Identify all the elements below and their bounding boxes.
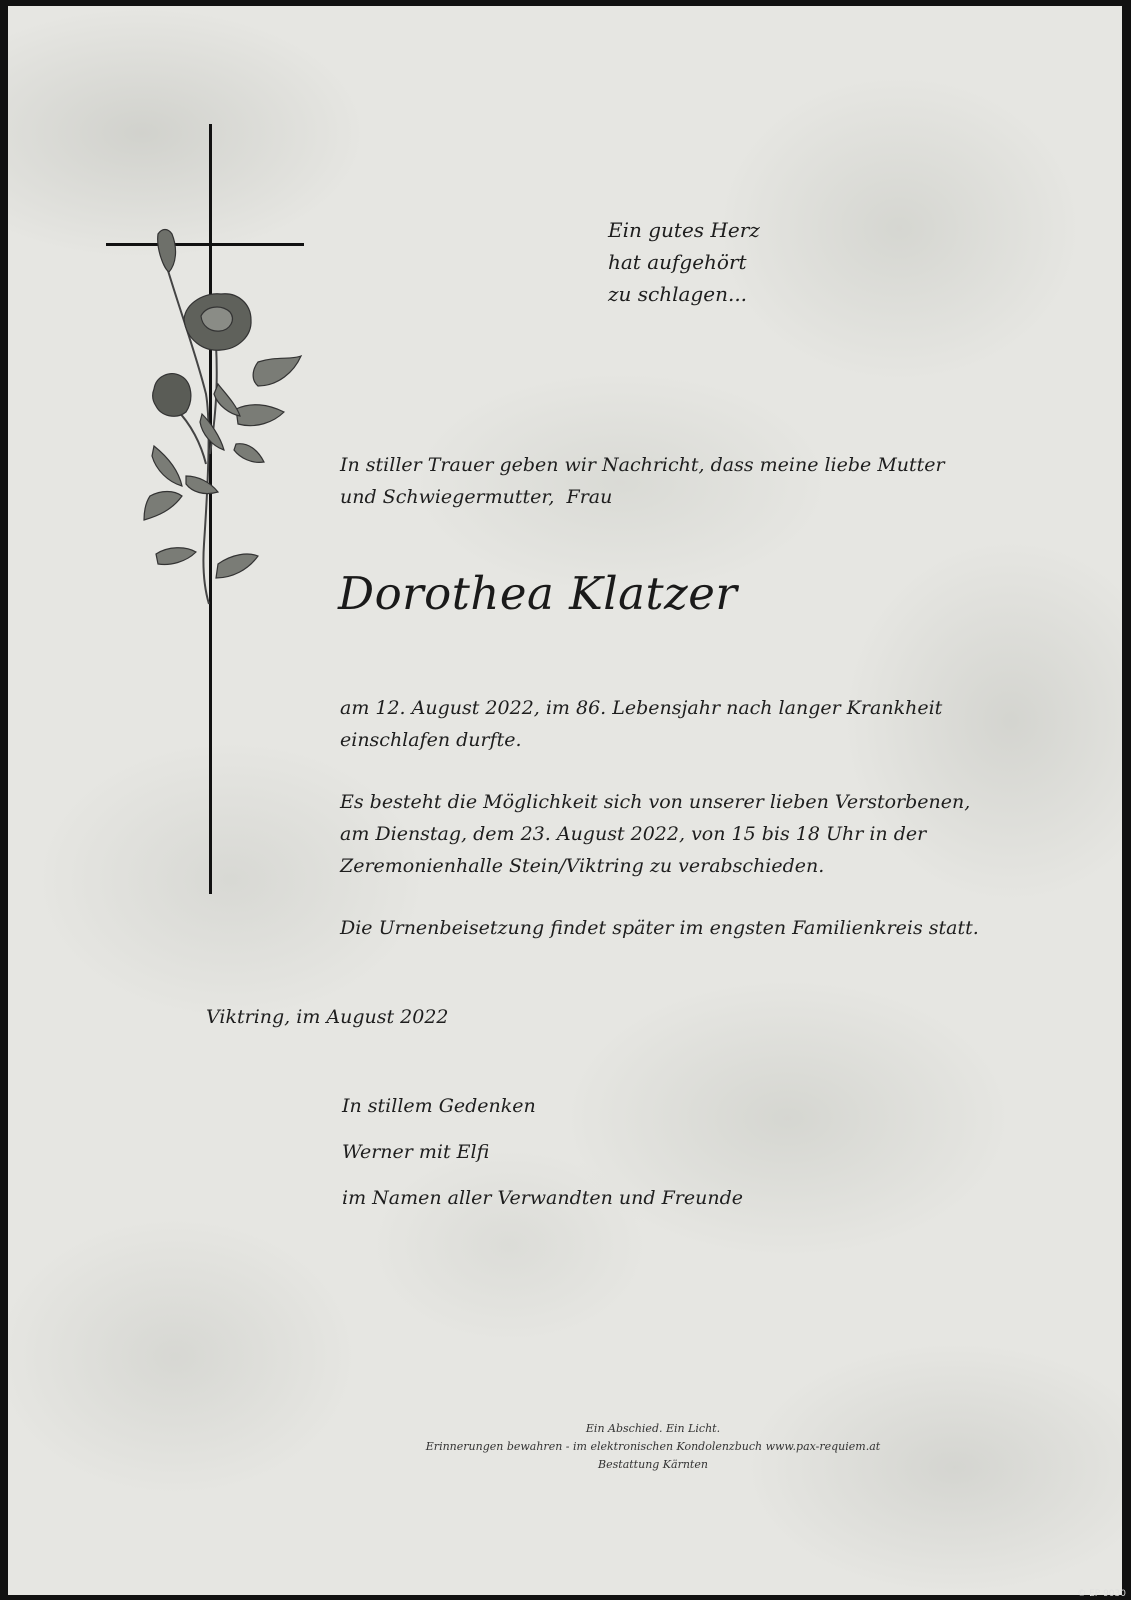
burial-info: Die Urnenbeisetzung findet später im engsten Familienkreis statt. — [340, 917, 979, 939]
rose-icon — [144, 230, 301, 605]
motto — [608, 214, 760, 310]
farewell-line: Zeremonienhalle Stein/Viktring zu verabschieden. — [340, 855, 825, 877]
intro-line: und Schwiegermutter, Frau — [340, 486, 613, 508]
intro-text — [340, 449, 960, 513]
farewell-line: am Dienstag, dem 23. August 2022, von 15 bis 18 Uhr in der — [340, 823, 927, 845]
motto-line: hat aufgehört — [608, 250, 747, 274]
motto-line: Ein gutes Herz — [608, 218, 760, 242]
signature-line-mourners: Werner mit Elfi — [342, 1141, 490, 1163]
deceased-name: Dorothea Klatzer — [338, 567, 738, 620]
death-notice-line: einschlafen durfte. — [340, 729, 522, 751]
place-date: Viktring, im August 2022 — [206, 1006, 449, 1028]
intro-line: In stiller Trauer geben wir Nachricht, dass meine liebe Mutter — [340, 454, 945, 476]
signature-line-relatives: im Namen aller Verwandten und Freunde — [342, 1187, 743, 1209]
farewell-line: Es besteht die Möglichkeit sich von unserer lieben Verstorbenen, — [340, 791, 971, 813]
obituary-card — [8, 6, 1122, 1595]
signature-line-memory: In stillem Gedenken — [342, 1095, 536, 1117]
footer-condolence-link[interactable]: Erinnerungen bewahren - im elektronischen Kondolenzbuch www.pax-requiem.at — [425, 1440, 881, 1453]
death-notice-line: am 12. August 2022, im 86. Lebensjahr nach langer Krankheit — [340, 697, 943, 719]
footer — [338, 1420, 968, 1474]
footer-company: Bestattung Kärnten — [598, 1458, 708, 1471]
product-code: © EP 9030 — [1077, 1589, 1126, 1599]
cross-icon — [106, 124, 304, 894]
motto-line: zu schlagen... — [608, 282, 748, 306]
cross-rose-decoration — [106, 124, 316, 894]
farewell-info — [340, 786, 980, 882]
death-notice — [340, 692, 980, 756]
footer-slogan: Ein Abschied. Ein Licht. — [585, 1422, 721, 1435]
